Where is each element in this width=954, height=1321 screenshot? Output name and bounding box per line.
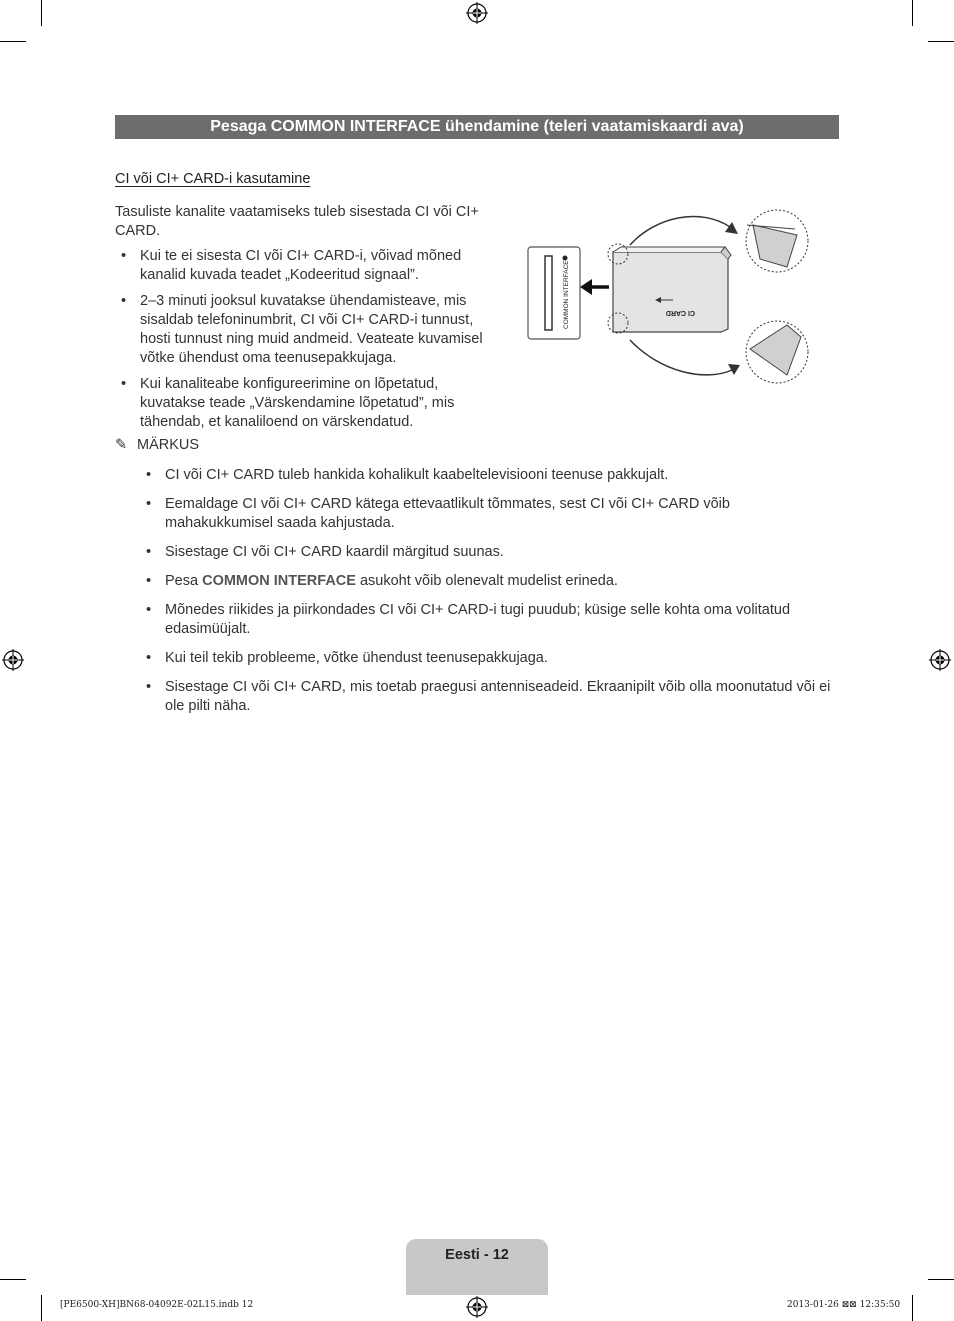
crop-mark (928, 41, 954, 42)
bullet-icon: • (146, 496, 152, 512)
list-item (121, 375, 505, 432)
crop-mark (0, 1279, 26, 1280)
list-item (121, 292, 505, 368)
list-item-text: 2–3 minuti jooksul kuvatakse ühendamisteave, mis sisaldab telefoninumbrit, CI või CI+ CARD-i tunnust, hosti tunnust ning muid andmeid. Veateate kuvamisel võtke ühendust oma teenusepakkujaga. (140, 293, 483, 366)
list-item (121, 247, 505, 285)
list-item-text-pre: Pesa (165, 573, 203, 589)
list-item-text: CI või CI+ CARD tuleb hankida kohalikult kaabeltelevisiooni teenuse pakkujalt. (165, 467, 669, 483)
registration-mark-icon (2, 649, 24, 671)
list-item (146, 601, 835, 639)
notes-heading-label: MÄRKUS (137, 437, 200, 453)
zoom-arrow-top-icon (725, 222, 738, 234)
slot-indicator-icon (563, 256, 568, 261)
subheading: CI või CI+ CARD-i kasutamine (115, 171, 311, 187)
crop-mark (41, 0, 42, 26)
list-item (146, 649, 835, 668)
insert-arrow-icon (580, 279, 592, 295)
bullet-icon: • (146, 467, 152, 483)
slot-panel (528, 247, 580, 339)
ci-card (613, 252, 728, 332)
bullet-icon: • (146, 602, 152, 618)
slot-opening (545, 256, 552, 330)
list-item-text: Kui kanaliteabe konfigureerimine on lõpetatud, kuvatakse teade „Värskendamine lõpetatud”, mis tähendab, et kanaliloend on värskendatud. (140, 376, 455, 430)
registration-mark-icon (929, 649, 951, 671)
list-item-text: Eemaldage CI või CI+ CARD kätega ettevaatlikult tõmmates, sest CI või CI+ CARD võib mahakukkumisel saada kahjustada. (165, 496, 730, 531)
zoom-arrow-top (630, 217, 730, 245)
slot-label: COMMON INTERFACE (563, 260, 570, 329)
bullet-icon: • (146, 544, 152, 560)
list-item (146, 572, 835, 591)
highlighted-term: COMMON INTERFACE (202, 573, 356, 589)
list-item-text: Mõnedes riikides ja piirkondades CI või CI+ CARD-i tugi puudub; küsige selle kohta oma volitatud edasimüüjalt. (165, 602, 791, 637)
file-imprint: [PE6500-XH]BN68-04092E-02L15.indb 12 (60, 1300, 254, 1310)
list-item-text: Sisestage CI või CI+ CARD kaardil märgitud suunas. (165, 544, 504, 560)
list-item (146, 678, 835, 716)
intro-paragraph: Tasuliste kanalite vaatamiseks tuleb sisestada CI või CI+ CARD. (115, 204, 479, 239)
bullet-icon: • (121, 376, 127, 392)
pencil-icon: ✎ (115, 437, 128, 453)
list-item-text: Kui te ei sisesta CI või CI+ CARD-i, võivad mõned kanalid kuvada teadet „Kodeeritud signaal”. (140, 248, 462, 283)
list-item-text: Sisestage CI või CI+ CARD, mis toetab praegusi antenniseadeid. Ekraanipilt võib olla moonutatud või ei ole pilti näha. (165, 679, 831, 714)
crop-mark (0, 41, 26, 42)
list-item (146, 466, 835, 485)
bullet-icon: • (121, 293, 127, 309)
crop-mark (912, 0, 913, 26)
card-label: CI CARD (665, 309, 695, 316)
crop-mark (912, 1295, 913, 1321)
date-imprint: 2013-01-26 ⊠⊠ 12:35:50 (787, 1300, 901, 1310)
ci-card-top (613, 247, 725, 252)
notes-heading (115, 437, 199, 453)
ci-card-diagram (525, 207, 815, 387)
bullet-icon: • (146, 573, 152, 589)
section-title: Pesaga COMMON INTERFACE ühendamine (teleri vaatamiskaardi ava) (115, 115, 839, 139)
bullet-list (121, 247, 505, 439)
notes-list (146, 466, 835, 726)
list-item-text-post: asukoht võib olenevalt mudelist erineda. (355, 573, 618, 589)
bullet-icon: • (146, 650, 152, 666)
list-item-text: Kui teil tekib probleeme, võtke ühendust teenusepakkujaga. (165, 650, 548, 666)
crop-mark (928, 1279, 954, 1280)
registration-mark-icon (466, 1296, 488, 1318)
crop-mark (41, 1295, 42, 1321)
list-item (146, 543, 835, 562)
registration-mark-icon (466, 2, 488, 24)
bullet-icon: • (121, 248, 127, 264)
zoom-arrow-bottom (630, 340, 732, 375)
zoom-arrow-bottom-icon (728, 364, 740, 375)
page-number-tab: Eesti - 12 (406, 1239, 548, 1295)
bullet-icon: • (146, 679, 152, 695)
list-item (146, 495, 835, 533)
